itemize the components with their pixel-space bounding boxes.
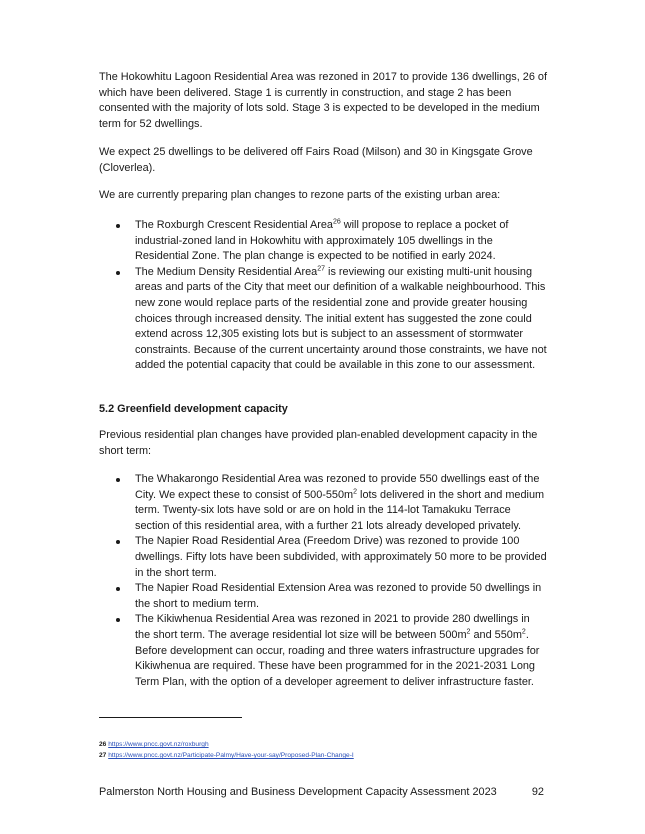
footnote-ref[interactable]: 27	[317, 265, 325, 273]
bullet-icon	[116, 271, 120, 275]
paragraph-plan-changes	[99, 188, 547, 204]
paragraph-text: The Hokowhitu Lagoon Residential Area was rezoned in 2017 to provide 136 dwellings, 26 of which have been delivered. Stage 1 is currently in construction, and stage 2 has been consented with the majority of lots sold. Stage 3 is expected to be developed in the medium term for 52 dwellings.	[99, 71, 548, 130]
paragraph-text: Previous residential plan changes have provided plan-enabled development capacity in the short term:	[99, 429, 538, 457]
bullet-icon	[116, 540, 120, 544]
bullet-icon	[116, 587, 120, 591]
bullet-icon	[116, 224, 120, 228]
greenfield-list	[99, 472, 547, 690]
page-footer	[99, 785, 547, 799]
footnote-link[interactable]: https://www.pncc.govt.nz/roxburgh	[108, 741, 209, 748]
list-item: The Whakarongo Residential Area was rezoned to provide 550 dwellings east of the City. We expect these to consist of $500-550m^2$ lots delivered in the short and medium term. Twenty-six lots have sold or are on hold in the 114-lot Tamakuku Terrace section of this residential area, with a further 21 lots already developed privately.	[99, 472, 547, 534]
section-intro	[99, 428, 547, 459]
section-title: 5.2 Greenfield development capacity	[99, 403, 288, 415]
paragraph-text: We are currently preparing plan changes to rezone parts of the existing urban area:	[99, 189, 501, 201]
footnote-ref[interactable]: 26	[332, 218, 341, 226]
paragraph-hokowhitu	[99, 70, 547, 132]
footnote-27: 27 https://www.pncc.govt.nz/Participate-Palmy/Have-your-say/Proposed-Plan-Change-I	[99, 752, 354, 759]
list-item: The Napier Road Residential Area (Freedom Drive) was rezoned to provide 100 dwellings. Fifty lots have been subdivided, with approximately 50 more to be provided in the short term.	[99, 534, 547, 581]
paragraph-fairs-road	[99, 145, 547, 176]
section-heading	[99, 402, 547, 417]
list-item: The Roxburgh Crescent Residential Area$^{26}$ will propose to replace a pocket of industrial-zoned land in Hokowhitu with approximately 105 dwellings in the Residential Zone. The plan change is expected to be notified in early 2024.	[99, 218, 547, 265]
bullet-icon	[116, 618, 120, 622]
bullet-icon	[116, 478, 120, 482]
urban-rezoning-list	[99, 218, 547, 374]
list-item: The Medium Density Residential Area$^{27}$ is reviewing our existing multi-unit housing areas and parts of the City that meet our definition of a walkable neighbourhood. This new zone would replace parts of the residential zone and provide greater housing choices through increased density. The initial extent has suggested the zone could extend across 12,305 existing lots but is subject to an assessment of stormwater constraints. Because of the current uncertainty around those constraints, we have not added the potential capacity that could be available in this zone to our assessment.	[99, 265, 547, 374]
footer-title: Palmerston North Housing and Business Development Capacity Assessment 2023	[99, 786, 497, 798]
list-item: The Kikiwhenua Residential Area was rezoned in 2021 to provide 280 dwellings in the short term. The average residential lot size will be between $500m^2$ and $550m^2$. Before development can occur, roading and three waters infrastructure upgrades for Kikiwhenua are required. These have been programmed for in the 2021-2031 Long Term Plan, with the option of a developer agreement to deliver infrastructure faster.	[99, 612, 547, 690]
footnote-divider	[99, 717, 242, 718]
paragraph-text: We expect 25 dwellings to be delivered off Fairs Road (Milson) and 30 in Kingsgate Grove (Cloverlea).	[99, 146, 533, 174]
footnote-link[interactable]: https://www.pncc.govt.nz/Participate-Palmy/Have-your-say/Proposed-Plan-Change-I	[108, 752, 354, 759]
footnote-26: 26 https://www.pncc.govt.nz/roxburgh	[99, 741, 209, 748]
page-number: 92	[531, 786, 544, 798]
list-item: The Napier Road Residential Extension Area was rezoned to provide 50 dwellings in the short to medium term.	[99, 581, 547, 612]
